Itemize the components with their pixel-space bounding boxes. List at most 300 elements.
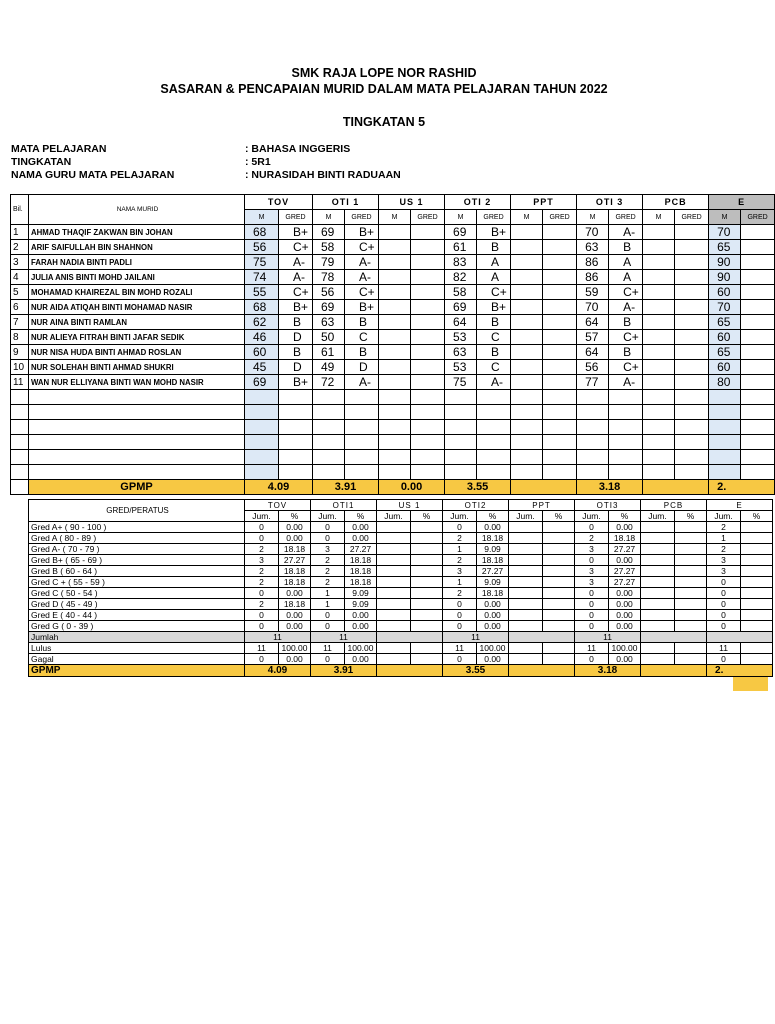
empty-cell (543, 435, 577, 450)
grade-cell: B (477, 345, 511, 360)
info-value: : BAHASA INGGERIS (245, 143, 351, 155)
value-cell: 0 (443, 522, 477, 533)
value-cell (543, 599, 575, 610)
value-cell (543, 577, 575, 588)
grade-cell: B+ (477, 300, 511, 315)
value-cell (641, 566, 675, 577)
grade-cell: A- (345, 375, 379, 390)
empty-cell (543, 450, 577, 465)
empty-cell (643, 390, 675, 405)
empty-cell (577, 420, 609, 435)
mark-cell: 58 (313, 240, 345, 255)
mark-cell (643, 240, 675, 255)
mark-cell (511, 255, 543, 270)
grade-cell: B+ (279, 225, 313, 240)
grade-cell (411, 330, 445, 345)
grade-cell (543, 300, 577, 315)
table-row (29, 544, 773, 555)
grade-cell (675, 300, 709, 315)
grade-cell (741, 285, 775, 300)
row-number: 4 (11, 270, 29, 285)
mark-cell: 60 (245, 345, 279, 360)
student-name (29, 465, 245, 480)
mark-cell (643, 225, 675, 240)
mark-cell: 60 (709, 285, 741, 300)
empty-cell (609, 450, 643, 465)
grade-cell (675, 255, 709, 270)
mark-cell: 62 (245, 315, 279, 330)
grade-cell (675, 330, 709, 345)
sub-header-jum: Jum. (377, 511, 411, 522)
sub-header-m: M (379, 210, 411, 225)
grade-cell: C+ (279, 240, 313, 255)
exam-header: OTI3 (575, 500, 641, 511)
value-cell: 0 (575, 599, 609, 610)
info-value: : 5R1 (245, 156, 271, 168)
table-row (29, 555, 773, 566)
mark-cell (643, 315, 675, 330)
row-label: Gred C ( 50 - 54 ) (29, 588, 245, 599)
grade-cell: C+ (609, 285, 643, 300)
gpmp-value: 3.91 (311, 665, 377, 677)
value-cell (377, 654, 411, 665)
value-cell (509, 643, 543, 654)
mark-cell: 60 (709, 360, 741, 375)
mark-cell: 82 (445, 270, 477, 285)
empty-cell (379, 435, 411, 450)
empty-row (11, 420, 775, 435)
mark-cell: 56 (245, 240, 279, 255)
student-name (29, 390, 245, 405)
empty-cell (411, 450, 445, 465)
gpmp-value: 3.55 (445, 480, 511, 495)
mark-cell: 46 (245, 330, 279, 345)
mark-cell (379, 225, 411, 240)
empty-cell (345, 405, 379, 420)
value-cell (411, 654, 443, 665)
value-cell (543, 566, 575, 577)
mark-cell: 69 (313, 225, 345, 240)
table-row (11, 270, 775, 285)
empty-cell (379, 420, 411, 435)
table-row (29, 599, 773, 610)
row-number: 1 (11, 225, 29, 240)
empty-row (11, 465, 775, 480)
value-cell (411, 577, 443, 588)
value-cell (377, 610, 411, 621)
grade-cell: A (477, 270, 511, 285)
value-cell: 18.18 (345, 577, 377, 588)
value-cell: 0 (707, 577, 741, 588)
value-cell (641, 643, 675, 654)
student-name: AHMAD THAQIF ZAKWAN BIN JOHAN (29, 225, 245, 240)
value-cell (741, 599, 773, 610)
mark-cell (511, 285, 543, 300)
grade-cell (411, 345, 445, 360)
value-cell (641, 588, 675, 599)
value-cell: 0.00 (609, 522, 641, 533)
value-cell (377, 643, 411, 654)
exam-header: OTI1 (311, 500, 377, 511)
value-cell (741, 577, 773, 588)
value-cell (509, 522, 543, 533)
table-row (11, 255, 775, 270)
value-cell: 2 (443, 533, 477, 544)
empty-cell (245, 450, 279, 465)
empty-cell (511, 465, 543, 480)
empty-cell (379, 390, 411, 405)
sub-header-m: M (445, 210, 477, 225)
empty-cell (543, 465, 577, 480)
value-cell: 0 (443, 610, 477, 621)
empty-cell (543, 420, 577, 435)
row-number (11, 465, 29, 480)
grade-cell (675, 345, 709, 360)
value-cell: 27.27 (609, 566, 641, 577)
grade-cell (675, 375, 709, 390)
table-row (29, 522, 773, 533)
value-cell: 2 (245, 599, 279, 610)
jumlah-value (641, 632, 707, 643)
empty-cell (609, 405, 643, 420)
table-row (29, 566, 773, 577)
mark-cell: 64 (445, 315, 477, 330)
empty-cell (741, 450, 775, 465)
value-cell (675, 588, 707, 599)
empty-cell (279, 420, 313, 435)
value-cell (411, 522, 443, 533)
empty-cell (245, 435, 279, 450)
mark-cell (511, 270, 543, 285)
value-cell: 0 (707, 610, 741, 621)
students-table (10, 194, 775, 495)
value-cell (377, 577, 411, 588)
value-cell (509, 610, 543, 621)
value-cell: 3 (707, 555, 741, 566)
empty-cell (511, 405, 543, 420)
row-number: 10 (11, 360, 29, 375)
value-cell (509, 588, 543, 599)
grade-cell: A- (609, 375, 643, 390)
empty-cell (741, 420, 775, 435)
grade-cell (543, 285, 577, 300)
jumlah-value (377, 632, 443, 643)
table-row (29, 588, 773, 599)
grade-cell (741, 360, 775, 375)
value-cell: 0 (575, 588, 609, 599)
sub-header-jum: Jum. (575, 511, 609, 522)
gpmp-value: 4.09 (245, 480, 313, 495)
empty-cell (477, 420, 511, 435)
empty-cell (609, 390, 643, 405)
value-cell: 0.00 (477, 522, 509, 533)
value-cell: 0.00 (609, 654, 641, 665)
value-cell: 0.00 (345, 654, 377, 665)
value-cell: 0 (443, 621, 477, 632)
mark-cell: 53 (445, 360, 477, 375)
mark-cell: 90 (709, 270, 741, 285)
value-cell (543, 654, 575, 665)
grade-cell: C (477, 330, 511, 345)
empty-cell (741, 435, 775, 450)
value-cell (411, 566, 443, 577)
row-number: 8 (11, 330, 29, 345)
exam-header: US 1 (379, 195, 445, 210)
value-cell: 0 (311, 522, 345, 533)
sub-header-pct: % (543, 511, 575, 522)
empty-cell (279, 390, 313, 405)
mark-cell: 80 (709, 375, 741, 390)
table-row (11, 315, 775, 330)
value-cell (411, 533, 443, 544)
value-cell (411, 621, 443, 632)
sub-header-pct: % (279, 511, 311, 522)
student-name (29, 405, 245, 420)
value-cell (509, 654, 543, 665)
value-cell: 0 (575, 522, 609, 533)
empty-cell (577, 405, 609, 420)
value-cell (509, 566, 543, 577)
empty-cell (411, 465, 445, 480)
sub-header-pct: % (345, 511, 377, 522)
empty-cell (577, 465, 609, 480)
empty-cell (577, 435, 609, 450)
value-cell (377, 621, 411, 632)
sub-header-pct: % (477, 511, 509, 522)
grade-summary-table (28, 499, 773, 677)
value-cell: 0.00 (477, 610, 509, 621)
value-cell (675, 610, 707, 621)
mark-cell: 70 (577, 225, 609, 240)
value-cell (377, 522, 411, 533)
empty-cell (445, 390, 477, 405)
value-cell: 2 (311, 577, 345, 588)
gpmp-label: GPMP (29, 480, 245, 495)
table-row (11, 345, 775, 360)
gpmp-value (643, 480, 709, 495)
value-cell (641, 555, 675, 566)
value-cell: 0 (707, 654, 741, 665)
exam-header: E (707, 500, 773, 511)
sub-header-gred: GRED (675, 210, 709, 225)
value-cell: 0 (245, 588, 279, 599)
student-name: MOHAMAD KHAIREZAL BIN MOHD ROZALI (29, 285, 245, 300)
value-cell: 11 (245, 643, 279, 654)
mark-cell: 83 (445, 255, 477, 270)
grade-cell: C (345, 330, 379, 345)
mark-cell (643, 285, 675, 300)
value-cell (641, 544, 675, 555)
value-cell: 27.27 (609, 544, 641, 555)
grade-cell (675, 240, 709, 255)
mark-cell: 69 (445, 300, 477, 315)
value-cell: 3 (707, 566, 741, 577)
empty-cell (643, 465, 675, 480)
gpmp-value (377, 665, 443, 677)
subject-info (11, 143, 511, 183)
value-cell (641, 522, 675, 533)
gpmp-value: 2. (709, 480, 775, 495)
mark-cell (511, 300, 543, 315)
grade-cell: A- (477, 375, 511, 390)
mark-cell (643, 330, 675, 345)
empty-cell (313, 465, 345, 480)
student-name: NUR AINA BINTI RAMLAN (29, 315, 245, 330)
sub-header-gred: GRED (279, 210, 313, 225)
grade-cell: B+ (345, 300, 379, 315)
grade-cell: A (609, 270, 643, 285)
mark-cell (643, 270, 675, 285)
row-number: 9 (11, 345, 29, 360)
table-row (11, 285, 775, 300)
gpmp-value: 3.18 (577, 480, 643, 495)
jumlah-value: 11 (311, 632, 377, 643)
empty-cell (543, 405, 577, 420)
sub-header-pct: % (741, 511, 773, 522)
empty-cell (709, 390, 741, 405)
mark-cell: 63 (313, 315, 345, 330)
value-cell: 11 (575, 643, 609, 654)
value-cell: 0 (575, 610, 609, 621)
table-row (29, 610, 773, 621)
empty-cell (675, 405, 709, 420)
empty-row (11, 450, 775, 465)
grade-cell (411, 285, 445, 300)
value-cell (675, 599, 707, 610)
empty-cell (445, 405, 477, 420)
empty-cell (511, 390, 543, 405)
value-cell: 100.00 (477, 643, 509, 654)
mark-cell: 75 (245, 255, 279, 270)
grade-cell (543, 375, 577, 390)
value-cell: 2 (245, 566, 279, 577)
mark-cell: 90 (709, 255, 741, 270)
empty-row (11, 435, 775, 450)
grade-cell (543, 240, 577, 255)
value-cell (411, 643, 443, 654)
value-cell (543, 522, 575, 533)
value-cell: 100.00 (609, 643, 641, 654)
mark-cell (511, 330, 543, 345)
mark-cell: 55 (245, 285, 279, 300)
empty-cell (511, 420, 543, 435)
grade-cell: C+ (345, 240, 379, 255)
value-cell: 0 (443, 599, 477, 610)
grade-cell: C+ (279, 285, 313, 300)
value-cell: 1 (443, 577, 477, 588)
grade-cell: A- (609, 225, 643, 240)
empty-cell (709, 435, 741, 450)
value-cell (675, 654, 707, 665)
value-cell: 1 (443, 544, 477, 555)
value-cell (543, 610, 575, 621)
student-name: FARAH NADIA BINTI PADLI (29, 255, 245, 270)
value-cell: 0.00 (609, 555, 641, 566)
sub-header-jum: Jum. (311, 511, 345, 522)
empty-cell (477, 405, 511, 420)
mark-cell: 72 (313, 375, 345, 390)
grade-cell (543, 255, 577, 270)
value-cell (641, 610, 675, 621)
value-cell (741, 544, 773, 555)
exam-header: OTI 3 (577, 195, 643, 210)
gpmp-value: 0.00 (379, 480, 445, 495)
value-cell (675, 643, 707, 654)
grade-cell (411, 360, 445, 375)
table-row (11, 300, 775, 315)
value-cell: 0 (245, 522, 279, 533)
gpmp-value: 4.09 (245, 665, 311, 677)
value-cell (641, 621, 675, 632)
value-cell: 27.27 (345, 544, 377, 555)
value-cell: 27.27 (477, 566, 509, 577)
empty-cell (313, 450, 345, 465)
grade-table-wrap (28, 499, 761, 699)
sub-header-pct: % (609, 511, 641, 522)
grade-cell (741, 330, 775, 345)
value-cell: 0.00 (345, 522, 377, 533)
empty-cell (379, 465, 411, 480)
value-cell (741, 522, 773, 533)
value-cell: 0.00 (609, 610, 641, 621)
value-cell (543, 555, 575, 566)
row-label: Gred A- ( 70 - 79 ) (29, 544, 245, 555)
empty-cell (609, 420, 643, 435)
empty-cell (279, 405, 313, 420)
table-row (29, 654, 773, 665)
jumlah-label: Jumlah (29, 632, 245, 643)
table-row (29, 643, 773, 654)
row-label: Gred G ( 0 - 39 ) (29, 621, 245, 632)
mark-cell: 65 (709, 315, 741, 330)
sub-header-m: M (511, 210, 543, 225)
empty-cell (741, 405, 775, 420)
right-edge-gold (733, 677, 768, 691)
grade-cell (543, 330, 577, 345)
student-name: ARIF SAIFULLAH BIN SHAHNON (29, 240, 245, 255)
value-cell (543, 533, 575, 544)
value-cell: 18.18 (477, 533, 509, 544)
empty-cell (313, 435, 345, 450)
grade-cell (543, 315, 577, 330)
value-cell: 0.00 (279, 610, 311, 621)
value-cell: 2 (311, 555, 345, 566)
empty-cell (445, 450, 477, 465)
value-cell: 9.09 (477, 577, 509, 588)
value-cell: 0 (443, 654, 477, 665)
value-cell (543, 588, 575, 599)
value-cell (741, 555, 773, 566)
mark-cell: 64 (577, 345, 609, 360)
mark-cell (643, 255, 675, 270)
value-cell (509, 533, 543, 544)
grade-cell: A- (345, 255, 379, 270)
row-label: Gred D ( 45 - 49 ) (29, 599, 245, 610)
sub-header-jum: Jum. (641, 511, 675, 522)
row-number (11, 390, 29, 405)
jumlah-value: 11 (575, 632, 641, 643)
empty-cell (675, 390, 709, 405)
grade-cell: A (477, 255, 511, 270)
mark-cell: 61 (445, 240, 477, 255)
value-cell: 0.00 (477, 621, 509, 632)
student-name: NUR AIDA ATIQAH BINTI MOHAMAD NASIR (29, 300, 245, 315)
value-cell (741, 621, 773, 632)
value-cell (411, 599, 443, 610)
sub-header-pct: % (675, 511, 707, 522)
empty-cell (577, 450, 609, 465)
empty-cell (345, 465, 379, 480)
